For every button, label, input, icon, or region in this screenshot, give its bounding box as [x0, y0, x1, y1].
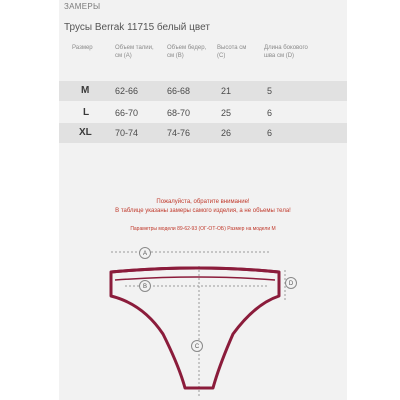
side-seam-cell: 5 — [267, 86, 273, 96]
model-params: Параметры модели 89-62-93 (ОГ-ОТ-ОБ) Размер на модели M — [130, 226, 276, 232]
waistband-inner-line — [115, 277, 275, 280]
waistband — [111, 268, 279, 272]
marker-b: B — [139, 280, 151, 292]
hips-cell: 68-70 — [167, 108, 191, 118]
header-height: Высота см (С) — [217, 45, 247, 59]
notice-text: В таблице указаны замеры самого изделия, а не объемы тела! — [115, 208, 291, 214]
header-size: Размер — [72, 45, 93, 51]
table-row — [59, 81, 347, 101]
marker-d: D — [285, 277, 297, 289]
waist-cell: 70-74 — [115, 128, 139, 138]
section-label: ЗАМЕРЫ — [64, 2, 101, 11]
height-cell: 25 — [221, 108, 232, 118]
measurement-diagram — [59, 238, 347, 400]
side-seam-cell: 6 — [267, 128, 273, 138]
product-title: Трусы Berrak 11715 белый цвет — [64, 22, 210, 33]
height-cell: 26 — [221, 128, 232, 138]
hips-cell: 74-76 — [167, 128, 191, 138]
marker-a: A — [139, 247, 151, 259]
notice-heading: Пожалуйста, обратите внимание! — [156, 199, 250, 205]
size-cell: L — [83, 107, 90, 118]
hips-cell: 66-68 — [167, 86, 191, 96]
table-row — [59, 103, 347, 123]
marker-c: C — [191, 340, 203, 352]
header-waist: Объем талии, см (А) — [115, 45, 154, 59]
size-cell: M — [81, 85, 90, 96]
height-cell: 21 — [221, 86, 232, 96]
side-seam-cell: 6 — [267, 108, 273, 118]
header-hips: Объем бедер, см (B) — [167, 45, 207, 59]
size-cell: XL — [79, 127, 92, 138]
header-side-seam: Длина бокового шва см (D) — [264, 45, 308, 59]
size-chart-card — [59, 0, 347, 400]
waist-cell: 66-70 — [115, 108, 139, 118]
waist-cell: 62-66 — [115, 86, 139, 96]
table-row — [59, 123, 347, 143]
